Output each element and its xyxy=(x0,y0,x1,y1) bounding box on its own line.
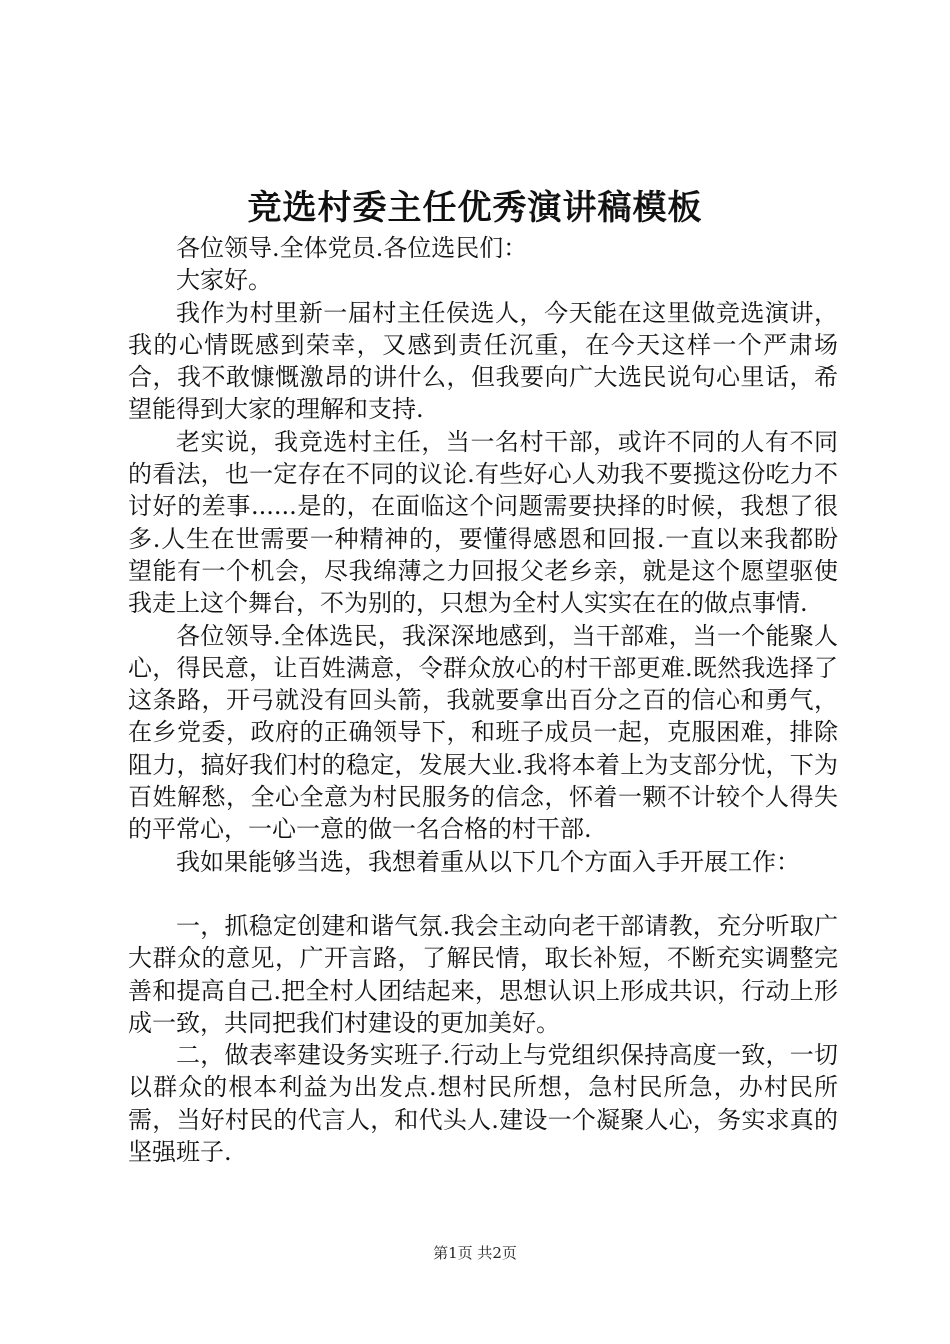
document-body xyxy=(128,232,838,1168)
document-title: 竞选村委主任优秀演讲稿模板 xyxy=(247,188,703,228)
page-footer: 第1页 共2页 xyxy=(433,1244,517,1262)
paragraph: 老实说，我竞选村主任，当一名村干部，或许不同的人有不同的看法，也一定存在不同的议论.有些好心人劝我不要揽这份吃力不讨好的差事......是的，在面临这个问题需要抉择的时候，我想了很多.人生在世需要一种精神的，要懂得感恩和回报.一直以来我都盼望能有一个机会，尽我绵薄之力回报父老乡亲，就是这个愿望驱使我走上这个舞台，不为别的，只想为全村人实实在在的做点事情. xyxy=(128,427,838,618)
paragraph: 各位领导.全体选民，我深深地感到，当干部难，当一个能聚人心，得民意，让百姓满意，令群众放心的村干部更难.既然我选择了这条路，开弓就没有回头箭，我就要拿出百分之百的信心和勇气，在乡党委，政府的正确领导下，和班子成员一起，克服困难，排除阻力，搞好我们村的稳定，发展大业.我将本着上为支部分忧，下为百姓解愁，全心全意为村民服务的信念，怀着一颗不计较个人得失的平常心，一心一意的做一名合格的村干部. xyxy=(128,621,838,844)
paragraph: 我作为村里新一届村主任侯选人，今天能在这里做竞选演讲，我的心情既感到荣幸，又感到责任沉重，在今天这样一个严肃场合，我不敢慷慨激昂的讲什么，但我要向广大选民说句心里话，希望能得到大家的理解和支持. xyxy=(128,298,838,424)
list-item: 二，做表率建设务实班子.行动上与党组织保持高度一致，一切以群众的根本利益为出发点.想村民所想，急村民所急，办村民所需，当好村民的代言人，和代头人.建设一个凝聚人心，务实求真的坚强班子. xyxy=(128,1041,838,1167)
salutation: 各位领导.全体党员.各位选民们： xyxy=(176,234,528,262)
blank-line xyxy=(128,878,838,910)
list-item: 一，抓稳定创建和谐气氛.我会主动向老干部请教，充分听取广大群众的意见，广开言路，了解民情，取长补短，不断充实调整完善和提高自己.把全村人团结起来，思想认识上形成共识，行动上形成一致，共同把我们村建设的更加美好。 xyxy=(128,911,838,1037)
paragraph: 我如果能够当选，我想着重从以下几个方面入手开展工作： xyxy=(176,847,800,876)
greeting: 大家好。 xyxy=(176,266,272,295)
